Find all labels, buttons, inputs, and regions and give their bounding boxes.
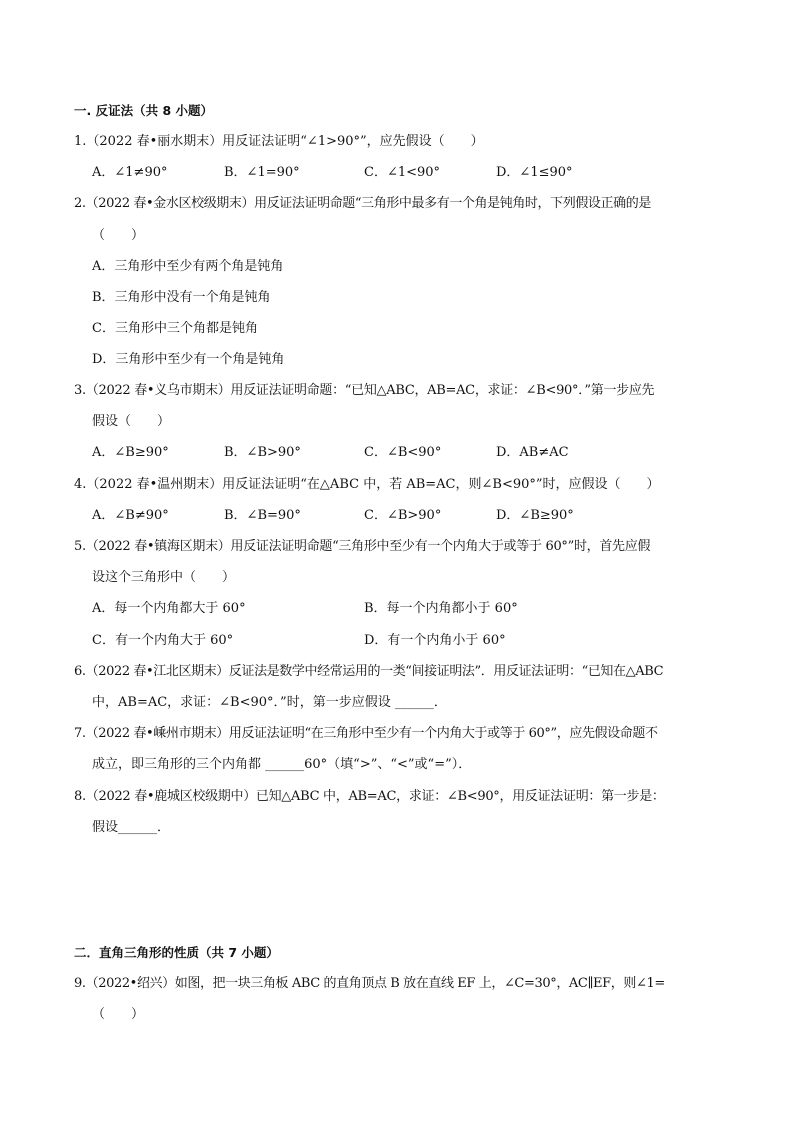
question-4-option-c: C．∠B>90°: [364, 508, 442, 523]
question-2-option-a: A．三角形中至少有两个角是钝角: [92, 259, 284, 274]
question-3-option-a: A．∠B≥90°: [92, 445, 169, 460]
question-5-option-b: B．每一个内角都小于 60°: [364, 601, 518, 616]
question-5-option-c: C．有一个内角大于 60°: [92, 633, 234, 648]
question-3-option-b: B．∠B>90°: [224, 445, 301, 460]
question-5-option-d: D．有一个内角小于 60°: [364, 633, 506, 648]
question-5-stem-cont: 设这个三角形中（ ）: [92, 570, 236, 585]
question-5-stem: 5.（2022 春•镇海区期末）用反证法证明命题“三角形中至少有一个内角大于或等于 60°”时，首先应假: [74, 539, 651, 554]
question-2-option-c: C．三角形中三个角都是钝角: [92, 321, 258, 336]
question-9-stem-cont: （ ）: [92, 1007, 145, 1022]
question-3-option-d: D．AB≠AC: [496, 445, 569, 460]
question-4-option-b: B．∠B=90°: [224, 508, 301, 523]
question-6-stem: 6.（2022 春•江北区期末）反证法是数学中经常运用的一类“间接证明法”．用反证法证明：“已知在△ABC: [74, 664, 664, 679]
question-2-option-d: D．三角形中至少有一个角是钝角: [92, 352, 285, 367]
question-7-stem: 7.（2022 春•嵊州市期末）用反证法证明“在三角形中至少有一个内角大于或等于 60°”，应先假设命题不: [74, 726, 658, 741]
question-2-stem: 2.（2022 春•金水区校级期末）用反证法证明命题“三角形中最多有一个角是钝角时，下列假设正确的是: [74, 196, 651, 211]
question-6-stem-cont: 中，AB=AC，求证：∠B<90°．”时，第一步应假设 ______．: [92, 695, 447, 710]
question-1-option-b: B．∠1=90°: [224, 165, 300, 180]
question-3-stem: 3.（2022 春•义乌市期末）用反证法证明命题：“已知△ABC，AB=AC，求证：∠B<90°．”第一步应先: [74, 383, 655, 398]
question-9-stem: 9.（2022•绍兴）如图，把一块三角板 ABC 的直角顶点 B 放在直线 EF 上，∠C=30°，AC∥EF，则∠1=: [74, 976, 665, 991]
question-4-option-a: A．∠B≠90°: [92, 508, 169, 523]
section-2-title: 二．直角三角形的性质（共 7 小题）: [74, 945, 279, 960]
question-1-option-d: D．∠1≤90°: [496, 165, 573, 180]
question-8-stem: 8.（2022 春•鹿城区校级期中）已知△ABC 中，AB=AC，求证：∠B<90°，用反证法证明：第一步是：: [74, 789, 665, 804]
question-3-stem-cont: 假设（ ）: [92, 414, 171, 429]
question-1-option-c: C．∠1<90°: [364, 165, 441, 180]
question-2-stem-cont: （ ）: [92, 228, 145, 243]
question-2-option-b: B．三角形中没有一个角是钝角: [92, 290, 271, 305]
question-4-stem: 4.（2022 春•温州期末）用反证法证明“在△ABC 中，若 AB=AC，则∠B<90°”时，应假设（ ）: [74, 477, 660, 492]
question-5-option-a: A．每一个内角都大于 60°: [92, 601, 246, 616]
question-1-option-a: A．∠1≠90°: [92, 165, 168, 180]
question-7-stem-cont: 成立，即三角形的三个内角都 ______60°（填“>”、“<”或“=”）．: [92, 757, 472, 772]
question-8-stem-cont: 假设______．: [92, 820, 171, 835]
question-4-option-d: D．∠B≥90°: [496, 508, 574, 523]
question-3-option-c: C．∠B<90°: [364, 445, 442, 460]
section-1-title: 一. 反证法（共 8 小题）: [74, 103, 214, 118]
question-1-stem: 1.（2022 春•丽水期末）用反证法证明“∠1>90°”，应先假设（ ）: [74, 134, 484, 149]
